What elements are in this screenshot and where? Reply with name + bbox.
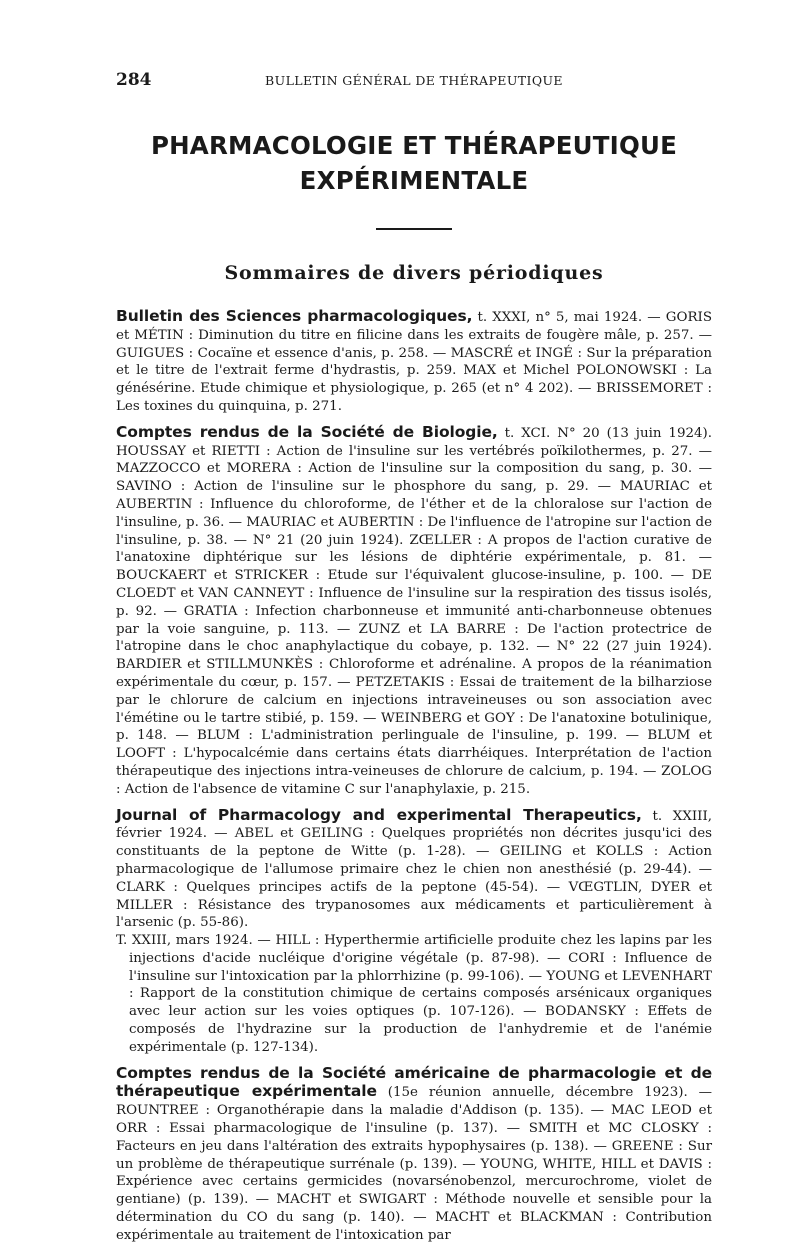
section-title — [116, 128, 712, 198]
entry-title: Comptes rendus de la Société américaine de pharmacologie et de thérapeutique expérimentale — [116, 1063, 712, 1101]
periodical-entry-bulletin-sciences-pharmacologiques — [116, 308, 712, 416]
section-subtitle: Sommaires de divers périodiques — [224, 262, 604, 284]
entry-paragraph — [116, 807, 712, 933]
entry-paragraph — [116, 308, 712, 416]
entry-body: t. XXIII, février 1924. — ABEL et GEILING : Quelques propriétés non décrites jusqu'ici des constituants de la peptone de Witte (p. 1-28). — GEILING et KOLLS : Action pharmacologique de l'allumose primaire chez le chien non anesthésié (p. 29-44). — CLARK : Quelques principes actifs de la peptone (45-54). — VŒGTLIN, DYER et MILLER : Résistance des trypanosomes aux médicaments et particulièrement à l'arsenic (p. 55-86). — [116, 808, 713, 931]
periodical-entry-societe-americaine — [116, 1065, 712, 1245]
entry-paragraph — [116, 1065, 712, 1245]
title-divider — [376, 228, 452, 230]
periodical-entry-journal-pharmacology — [116, 807, 712, 1057]
entry-title: Comptes rendus de la Société de Biologie, — [116, 422, 498, 441]
page-number: 284 — [116, 70, 152, 90]
entry-body: (15e réunion annuelle, décembre 1923). — ROUNTREE : Organothérapie dans la maladie d'Addison (p. 135). — MAC LEOD et ORR : Essai pharmacologique de l'insuline (p. 137). — SMITH et MC CLOSKY : Facteurs en jeu dans l'altération des extraits hypophysaires (p. 138). — GREENE : Sur un problème de thérapeutique surrénale (p. 139). — YOUNG, WHITE, HILL et DAVIS : Expérience avec certains germicides (novarsénobenzol, mercurochrome, violet de gentiane) (p. 139). — MACHT et SWIGART : Méthode nouvelle et sensible pour la détermination du CO du sang (p. 140). — MACHT et BLACKMAN : Contribution expérimentale au traitement de l'intoxication par — [116, 1085, 712, 1243]
journal-name: BULLETIN GÉNÉRAL DE THÉRAPEUTIQUE — [265, 73, 563, 88]
entry-title: Journal of Pharmacology and experimental Therapeutics, — [116, 805, 642, 824]
entry-paragraph — [116, 424, 712, 799]
entry-title: Bulletin des Sciences pharmacologiques, — [116, 307, 473, 325]
periodical-list — [116, 308, 712, 1245]
entry-body: t. XXXI, n° 5, mai 1924. — GORIS et MÉTIN : Diminution du titre en filicine dans les extraits de fougère mâle, p. 257. — GUIGUES : Cocaïne et essence d'anis, p. 258. — MASCRÉ et INGÉ : Sur la préparation et le titre de l'extrait ferme d'hydrastis, p. 259. MAX et Michel POLONOWSKI : La génésérine. Etude chimique et physiologique, p. 265 (et n° 4 202). — BRISSEMORET : Les toxines du quinquina, p. 271. — [116, 310, 713, 414]
running-header — [116, 70, 712, 94]
section-title-line-1: PHARMACOLOGIE ET THÉRAPEUTIQUE — [150, 131, 678, 160]
entry-continuation: T. XXIII, mars 1924. — HILL : Hyperthermie artificielle produite chez les lapins par les injections d'acide nucléique d'origine végétale (p. 87-98). — CORI : Influence de l'insuline sur l'intoxication par la phlorrhizine (p. 99-106). — YOUNG et LEVENHART : Rapport de la constitution chimique de certains composés arsénicaux organiques avec leur action sur les voies optiques (p. 107-126). — BODANSKY : Effets de composés de l'hydrazine sur la production de l'anhydremie et de l'anémie expérimentale (p. 127-134). — [116, 933, 712, 1055]
periodical-entry-societe-biologie — [116, 424, 712, 799]
entry-body: t. XCI. N° 20 (13 juin 1924). HOUSSAY et RIETTI : Action de l'insuline sur les vertébrés poïkilothermes, p. 27. — MAZZOCCO et MORERA : Action de l'insuline sur la composition du sang, p. 30. — SAVINO : Action de l'insuline sur le phosphore du sang, p. 29. — MAURIAC et AUBERTIN : Influence du chloroforme, de l'éther et de la chloralose sur l'action de l'insuline, p. 36. — MAURIAC et AUBERTIN : De l'influence de l'atropine sur l'action de l'insuline, p. 38. — N° 21 (20 juin 1924). ZŒLLER : A propos de l'action curative de l'anatoxine diphtérique sur les lésions de diphtérie expérimentale, p. 81. — BOUCKAERT et STRICKER : Etude sur l'équivalent glucose-insuline, p. 100. — DE CLOEDT et VAN CANNEYT : Influence de l'insuline sur la respiration des tissus isolés, p. 92. — GRATIA : Infection charbonneuse et immunité anti-charbonneuse obtenues par la voie sanguine, p. 113. — ZUNZ et LA BARRE : De l'action protectrice de l'atropine dans le choc anaphylactique du cobaye, p. 132. — N° 22 (27 juin 1924). BARDIER et STILLMUNKÈS : Chloroforme et adrénaline. A propos de la réanimation expérimentale du cœur, p. 157. — PETZETAKIS : Essai de traitement de la bilharziose par le chlorure de calcium en injections intraveineuses ou son association avec l'émétine ou le tartre stibié, p. 159. — WEINBERG et GOY : De l'anatoxine botulinique, p. 148. — BLUM : L'administration perlinguale de l'insuline, p. 199. — BLUM et LOOFT : L'hypocalcémie dans certains états diarrhéiques. Interprétation de l'action thérapeutique des injections intra-veineuses de chlorure de calcium, p. 194. — ZOLOG : Action de l'absence de vitamine C sur l'anaphylaxie, p. 215. — [116, 425, 712, 797]
section-title-line-2: EXPÉRIMENTALE — [299, 166, 529, 195]
